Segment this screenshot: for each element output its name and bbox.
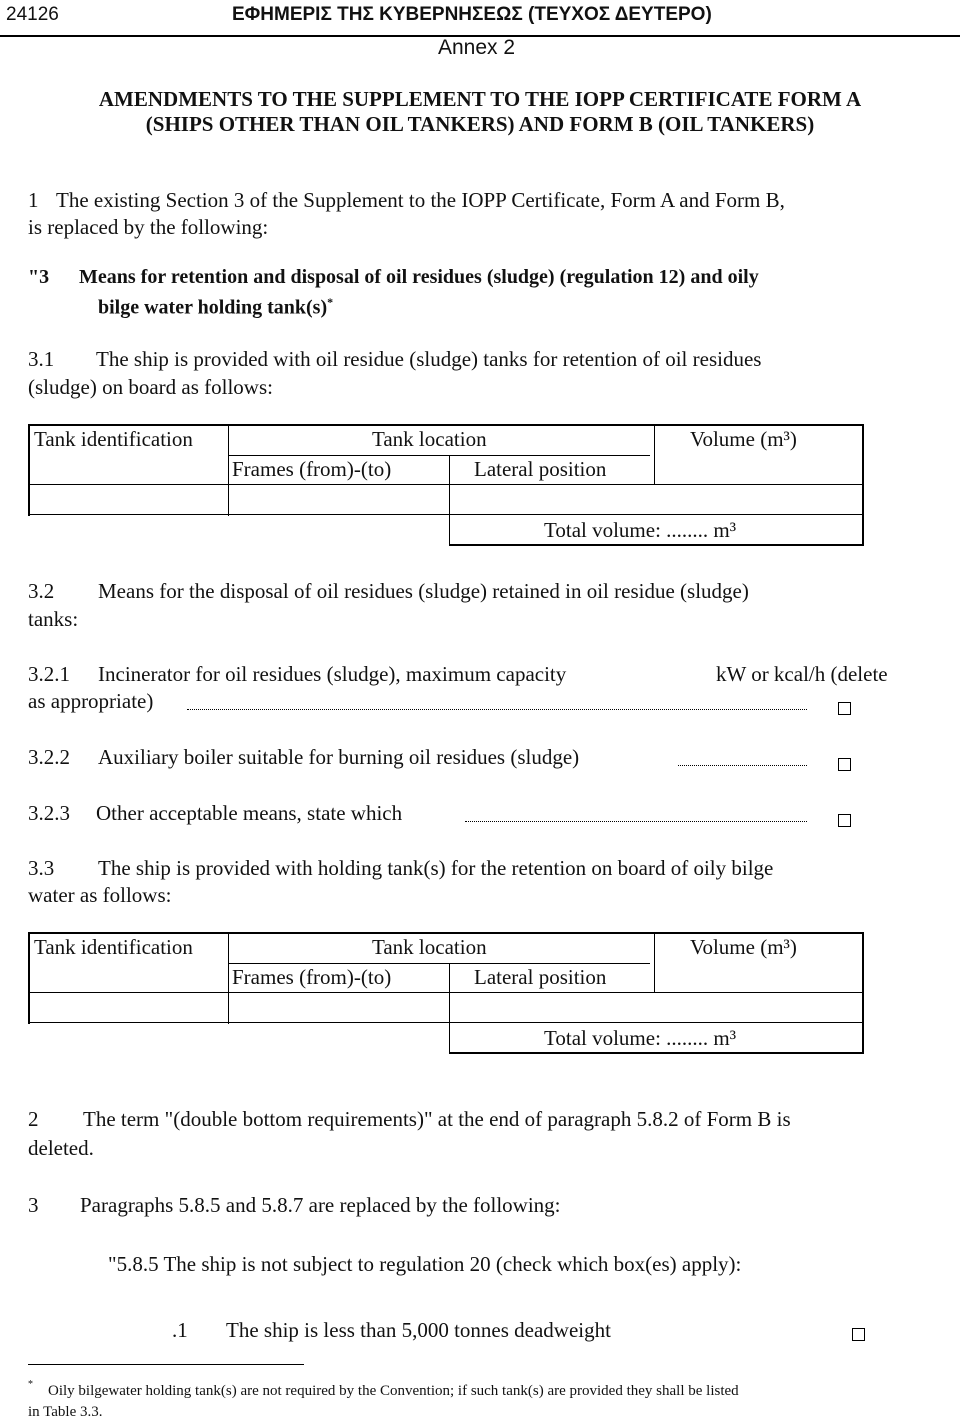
para-3-2-1-number: 3.2.1	[28, 662, 70, 686]
para-3-2-3-text: Other acceptable means, state which	[96, 801, 403, 825]
para-3-2-number: 3.2	[28, 579, 55, 603]
title-line-2: (SHIPS OTHER THAN OIL TANKERS) AND FORM B (OIL TANKERS)	[145, 112, 815, 136]
section-3-heading-line-2: bilge water holding tank(s)*	[98, 295, 334, 319]
para-3-2-2-text: Auxiliary boiler suitable for burning oil residues (sludge)	[98, 745, 580, 769]
para-3-1-text-line-2: (sludge) on board as follows:	[28, 375, 273, 399]
section-1-number: 1	[28, 188, 39, 212]
section-3-number: 3	[28, 1193, 39, 1217]
para-3-2-1-text-line-2: as appropriate)	[28, 689, 154, 713]
footnote-line-1: Oily bilgewater holding tank(s) are not required by the Convention; if such tank(s) are provided they shall be listed	[48, 1383, 739, 1399]
para-3-2-1-text-a: Incinerator for oil residues (sludge), maximum capacity	[98, 662, 567, 686]
leader-dots	[465, 805, 807, 822]
para-3-2-2-number: 3.2.2	[28, 745, 70, 769]
table1-header-tank-identification: Tank identification	[34, 427, 193, 451]
annex-label: Annex 2	[438, 36, 516, 59]
table1-header-tank-location: Tank location	[372, 427, 487, 451]
section-3-text: Paragraphs 5.8.5 and 5.8.7 are replaced by the following:	[80, 1193, 561, 1217]
title-line-1: AMENDMENTS TO THE SUPPLEMENT TO THE IOPP CERTIFICATE FORM A	[98, 87, 862, 111]
bilge-tank-table	[28, 932, 864, 1054]
less-than-5000-checkbox[interactable]	[852, 1328, 865, 1341]
leader-dots	[678, 749, 807, 766]
incinerator-checkbox[interactable]	[838, 702, 851, 715]
table2-total-volume: Total volume: ........ m³	[544, 1026, 737, 1050]
para-3-1-number: 3.1	[28, 347, 55, 371]
footnote-rule	[28, 1364, 304, 1365]
para-3-3-number: 3.3	[28, 856, 55, 880]
section-2-text-line-1: The term "(double bottom requirements)" at the end of paragraph 5.8.2 of Form B is	[83, 1107, 791, 1131]
table1-total-volume: Total volume: ........ m³	[544, 518, 737, 542]
para-3-2-text-line-1: Means for the disposal of oil residues (sludge) retained in oil residue (sludge)	[98, 579, 749, 603]
table2-header-tank-location: Tank location	[372, 935, 487, 959]
table1-header-volume: Volume (m³)	[690, 427, 797, 451]
sludge-tank-table	[28, 424, 864, 546]
auxiliary-boiler-checkbox[interactable]	[838, 758, 851, 771]
journal-title: ΕΦΗΜΕΡΙΣ ΤΗΣ ΚΥΒΕΡΝΗΣΕΩΣ (ΤΕΥΧΟΣ ΔΕΥΤΕΡΟ)	[232, 4, 712, 25]
section-3-heading-line-1: Means for retention and disposal of oil residues (sludge) (regulation 12) and oily	[79, 266, 759, 288]
section-2-number: 2	[28, 1107, 39, 1131]
para-5-8-5-text: "5.8.5 The ship is not subject to regulation 20 (check which box(es) apply):	[108, 1252, 742, 1276]
table2-header-tank-identification: Tank identification	[34, 935, 193, 959]
para-3-3-text-line-1: The ship is provided with holding tank(s) for the retention on board of oily bilge	[98, 856, 774, 880]
table1-subheader-lateral: Lateral position	[474, 457, 607, 481]
leader-dots	[187, 693, 807, 710]
footnote-mark: *	[28, 1379, 33, 1390]
footnote-line-2: in Table 3.3.	[28, 1404, 103, 1420]
section-1-text-line-1: The existing Section 3 of the Supplement to the IOPP Certificate, Form A and Form B,	[56, 188, 785, 212]
table1-subheader-frames: Frames (from)-(to)	[232, 457, 392, 481]
table2-header-volume: Volume (m³)	[690, 935, 797, 959]
section-2-text-line-2: deleted.	[28, 1136, 94, 1160]
para-3-1-text-line-1: The ship is provided with oil residue (sludge) tanks for retention of oil residues	[96, 347, 762, 371]
section-1-text-line-2: is replaced by the following:	[28, 215, 269, 239]
item-1-number: .1	[172, 1318, 188, 1342]
section-3-heading-number: "3	[28, 266, 50, 288]
para-3-2-3-number: 3.2.3	[28, 801, 70, 825]
para-3-2-text-line-2: tanks:	[28, 607, 79, 631]
para-3-2-1-text-b: kW or kcal/h (delete	[716, 662, 888, 686]
table2-subheader-frames: Frames (from)-(to)	[232, 965, 392, 989]
para-3-3-text-line-2: water as follows:	[28, 883, 172, 907]
page-number: 24126	[6, 4, 59, 25]
table2-subheader-lateral: Lateral position	[474, 965, 607, 989]
item-1-text: The ship is less than 5,000 tonnes deadweight	[226, 1318, 611, 1342]
other-means-checkbox[interactable]	[838, 814, 851, 827]
